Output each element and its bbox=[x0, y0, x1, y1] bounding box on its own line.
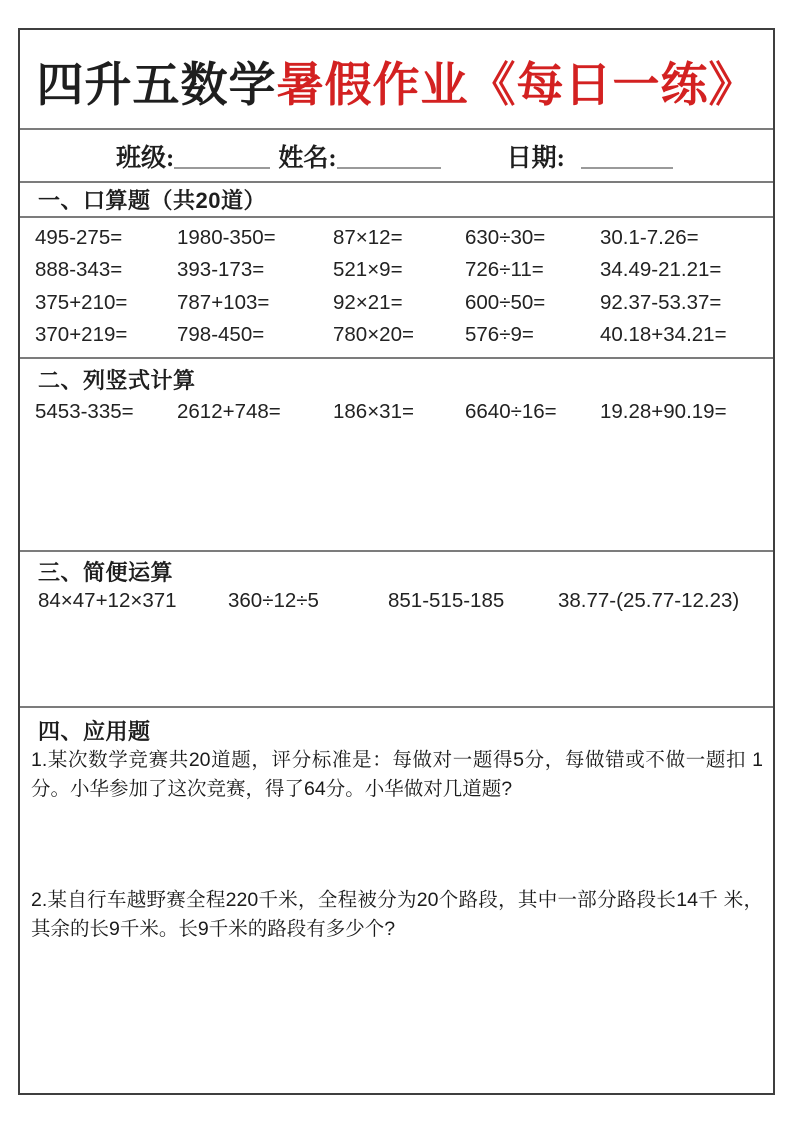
section4-problems bbox=[20, 744, 773, 944]
student-info-row bbox=[20, 130, 773, 183]
title-block bbox=[20, 30, 773, 130]
word-problem-2: 2.某自行车越野赛全程220千米，全程被分为20个路段，其中一部分路段长14千 米，其余的长9千米。长9千米的路段有多少个? bbox=[31, 889, 763, 940]
oral-problem: 787+103= bbox=[177, 290, 270, 314]
oral-problem: 87×12= bbox=[333, 226, 403, 250]
oral-problem: 521×9= bbox=[333, 258, 403, 282]
oral-problem: 630÷30= bbox=[465, 226, 546, 250]
oral-problem: 92×21= bbox=[333, 290, 403, 314]
section1-problems bbox=[20, 218, 773, 359]
word-problem-1: 1.某次数学竞赛共20道题，评分标准是：每做对一题得5分，每做错或不做一题扣 1分。小华参加了这次竞赛，得了64分。小华做对几道题? bbox=[31, 749, 763, 800]
column-problem: 6640÷16= bbox=[465, 399, 557, 423]
simplify-problem: 851-515-185 bbox=[388, 589, 505, 612]
oral-problem: 34.49-21.21= bbox=[600, 258, 722, 282]
oral-problem: 798-450= bbox=[177, 322, 265, 346]
section3-heading: 三、简便运算 bbox=[38, 560, 174, 585]
worksheet-frame bbox=[18, 28, 775, 1095]
simplify-problem: 38.77-(25.77-12.23) bbox=[558, 589, 740, 612]
class-blank-field bbox=[174, 143, 270, 169]
section3-workspace bbox=[20, 617, 773, 708]
title-red-part: 暑假作业《每日一练》 bbox=[276, 57, 757, 111]
section1-heading: 一、口算题（共20道） bbox=[20, 183, 773, 218]
date-blank-field bbox=[581, 143, 673, 169]
oral-problem: 370+219= bbox=[35, 322, 128, 346]
page-title bbox=[37, 48, 757, 115]
simplify-problem: 84×47+12×371 bbox=[38, 589, 177, 612]
oral-problem: 40.18+34.21= bbox=[600, 322, 727, 346]
oral-problem: 30.1-7.26= bbox=[600, 226, 699, 250]
section2-workspace bbox=[20, 429, 773, 552]
class-label: 班级: bbox=[116, 144, 175, 172]
oral-problem: 600÷50= bbox=[465, 290, 546, 314]
column-problem: 186×31= bbox=[333, 399, 414, 423]
section2-heading: 二、列竖式计算 bbox=[38, 368, 196, 393]
oral-problem: 780×20= bbox=[333, 322, 414, 346]
name-label: 姓名: bbox=[278, 144, 337, 172]
simplify-problem: 360÷12÷5 bbox=[228, 589, 319, 612]
column-problem: 5453-335= bbox=[35, 399, 134, 423]
oral-problem: 393-173= bbox=[177, 258, 265, 282]
date-label: 日期: bbox=[506, 144, 565, 172]
column-problem: 19.28+90.19= bbox=[600, 399, 727, 423]
name-blank-field bbox=[337, 143, 441, 169]
oral-problem: 1980-350= bbox=[177, 226, 276, 250]
section4-heading: 四、应用题 bbox=[38, 718, 151, 744]
column-problem: 2612+748= bbox=[177, 399, 281, 423]
oral-problem: 375+210= bbox=[35, 290, 128, 314]
oral-problem: 726÷11= bbox=[465, 258, 544, 282]
section2-problems bbox=[20, 394, 773, 429]
oral-problem: 888-343= bbox=[35, 258, 123, 282]
oral-problem: 495-275= bbox=[35, 226, 123, 250]
title-black-part: 四升五数学 bbox=[36, 57, 277, 111]
oral-problem: 92.37-53.37= bbox=[600, 290, 722, 314]
oral-problem: 576÷9= bbox=[465, 322, 534, 346]
section3-problems bbox=[20, 585, 773, 617]
